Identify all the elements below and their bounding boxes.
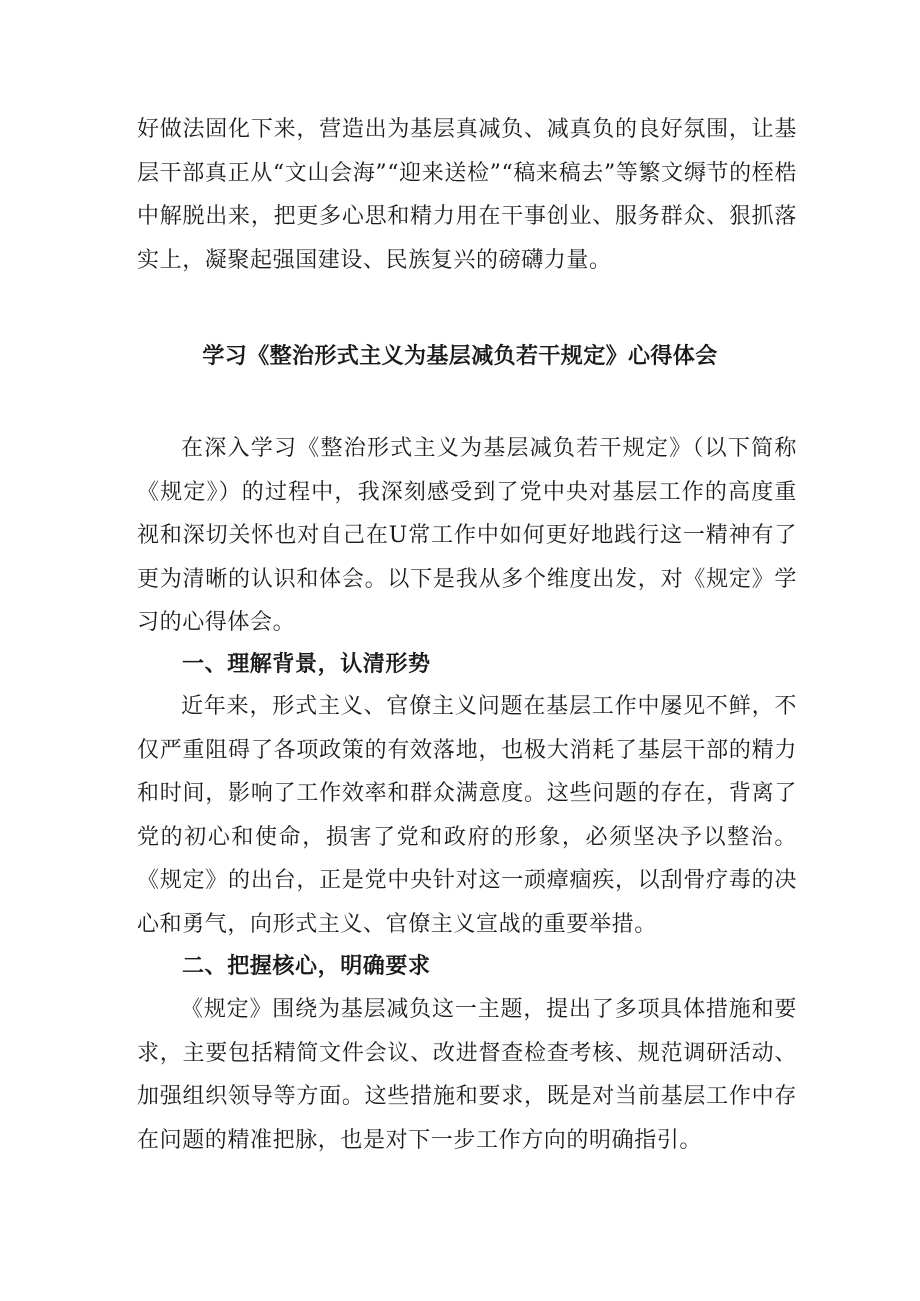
intro-paragraph: 好做法固化下来，营造出为基层真减负、减真负的良好氛围，让基层干部真正从“文山会海”“迎来送检”“稿来稿去”等繁文缛节的桎梏中解脱出来，把更多心思和精力用在干事创业、服务群众、狠抓落实上，凝聚起强国建设、民族复兴的磅礴力量。 xyxy=(137,117,797,273)
section-paragraph-requirements: 《规定》围绕为基层减负这一主题，提出了多项具体措施和要求，主要包括精简文件会议、改进督查检查考核、规范调研活动、加强组织领导等方面。这些措施和要求，既是对当前基层工作中存在问题的精准把脉，也是对下一步工作方向的明确指引。 xyxy=(137,997,797,1153)
section-heading-background: 一、理解背景，认清形势 xyxy=(182,651,431,677)
page-title: 学习《整治形式主义为基层减负若干规定》心得体会 xyxy=(202,343,718,369)
opening-paragraph: 在深入学习《整治形式主义为基层减负若干规定》（以下简称《规定》）的过程中，我深刻感受到了党中央对基层工作的高度重视和深切关怀也对自己在U常工作中如何更好地践行这一精神有了更为清晰的认识和体会。以下是我从多个维度出发，对《规定》学习的心得体会。 xyxy=(137,436,797,635)
section-paragraph-background: 近年来，形式主义、官僚主义问题在基层工作中屡见不鲜，不仅严重阻碍了各项政策的有效落地，也极大消耗了基层干部的精力和时间，影响了工作效率和群众满意度。这些问题的存在，背离了党的初心和使命，损害了党和政府的形象，必须坚决予以整治。《规定》的出台，正是党中央针对这一顽瘴痼疾，以刮骨疗毒的决心和勇气，向形式主义、官僚主义宣战的重要举措。 xyxy=(137,694,797,937)
section-heading-requirements: 二、把握核心，明确要求 xyxy=(182,953,431,979)
